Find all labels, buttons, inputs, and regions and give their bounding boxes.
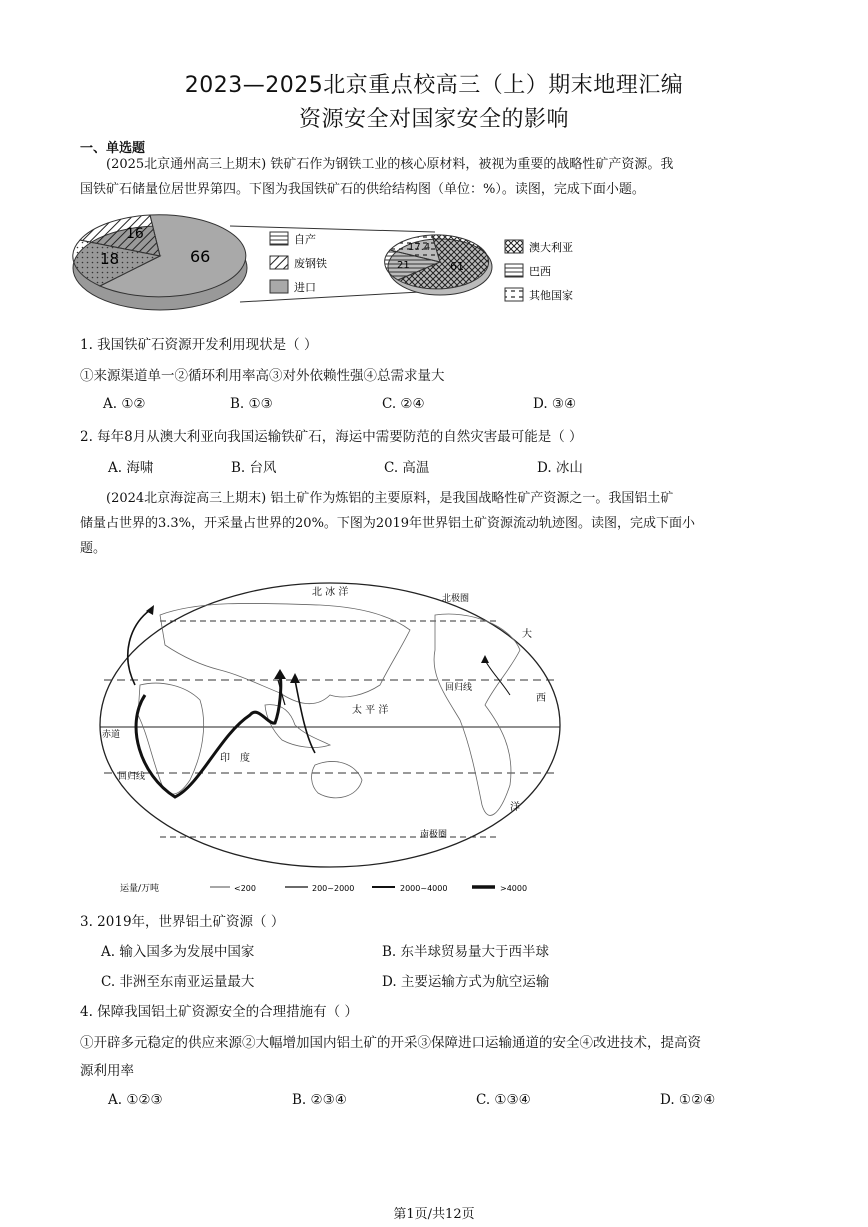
question-4-statement-1: ①开辟多元稳定的供应来源②大幅增加国内铝土矿的开采③保障进口运输通道的安全④改进技术，提高资 (80, 1035, 701, 1051)
q1-option-d: D. ③④ (533, 396, 577, 412)
q3-option-b: B. 东半球贸易量大于西半球 (382, 944, 550, 960)
legend-other: 其他国家 (529, 289, 573, 302)
page-title: 2023—2025北京重点校高三（上）期末地理汇编 (184, 73, 684, 98)
legend-self: 自产 (294, 233, 316, 246)
map-outline (100, 583, 560, 867)
legend-brazil: 巴西 (529, 265, 551, 278)
question-4-statement-2: 源利用率 (80, 1063, 134, 1079)
main-pie-label-scrap: 16 (126, 226, 144, 242)
passage-1-line-2: 国铁矿石储量位居世界第四。下图为我国铁矿石的供给结构图（单位：%）。读图，完成下面小题。 (80, 182, 645, 197)
label-antarctic-circle: 南极圈 (420, 830, 448, 840)
q1-option-c: C. ②④ (382, 396, 425, 412)
q3-option-a: A. 输入国多为发展中国家 (101, 944, 255, 960)
q4-option-d: D. ①②④ (660, 1092, 716, 1108)
label-arctic-ocean: 北 冰 洋 (312, 587, 349, 598)
legend-import: 进口 (294, 281, 316, 294)
page-footer: 第1页/共12页 (393, 1207, 475, 1222)
passage-2 (80, 486, 792, 561)
legend-australia: 澳大利亚 (529, 241, 573, 254)
passage-1-line-1: (2025北京通州高三上期末) 铁矿石作为钢铁工业的核心原材料，被视为重要的战略性矿产资源。我 (106, 157, 674, 172)
label-atlantic-1: 大 (522, 629, 532, 640)
passage-2-line-3: 题。 (80, 541, 107, 556)
q2-option-c: C. 高温 (384, 460, 430, 476)
q2-option-b: B. 台风 (231, 460, 277, 476)
label-tropic-north: 回归线 (445, 683, 473, 693)
page-subtitle: 资源安全对国家安全的影响 (298, 107, 569, 132)
label-atlantic-2: 西 (536, 693, 546, 704)
q4-option-b: B. ②③④ (292, 1092, 347, 1108)
flow-arrow-head-atlantic (146, 605, 154, 615)
sub-pie-label-other: 17.4 (408, 242, 431, 253)
question-2-stem: 2. 每年8月从澳大利亚向我国运输铁矿石，海运中需要防范的自然灾害最可能是（ ） (80, 429, 583, 445)
label-tropic-south: 回归线 (118, 772, 146, 782)
map-legend-3: 2000~4000 (400, 884, 448, 893)
q4-option-a: A. ①②③ (108, 1092, 163, 1108)
legend-scrap: 废钢铁 (294, 257, 327, 270)
label-equator: 赤道 (102, 730, 121, 740)
map-legend-2: 200~2000 (312, 884, 355, 893)
section-title: 一、单选题 (80, 141, 146, 156)
label-pacific-ocean: 太 平 洋 (352, 705, 389, 716)
sub-pie-label-brazil: 21 (397, 260, 410, 271)
map-legend-1: <200 (234, 884, 256, 893)
q3-option-d: D. 主要运输方式为航空运输 (382, 974, 550, 990)
bauxite-flow-map (90, 575, 570, 900)
map-legend-4: >4000 (500, 884, 528, 893)
question-4-stem: 4. 保障我国铝土矿资源安全的合理措施有（ ） (80, 1004, 358, 1020)
q2-option-a: A. 海啸 (108, 460, 154, 476)
question-3-stem: 3. 2019年，世界铝土矿资源（ ） (80, 914, 285, 930)
sub-pie-label-australia: 61 (450, 260, 464, 273)
question-1-stem: 1. 我国铁矿石资源开发利用现状是（ ） (80, 337, 318, 353)
label-indian-2: 度 (240, 753, 250, 764)
iron-ore-supply-chart (70, 210, 610, 320)
q1-option-b: B. ①③ (230, 396, 273, 412)
main-pie-label-self: 18 (100, 250, 120, 268)
main-pie-label-import: 66 (190, 247, 211, 266)
passage-2-line-1: (2024北京海淀高三上期末) 铝土矿作为炼铝的主要原料，是我国战略性矿产资源之一。我国铝土矿 (106, 491, 674, 506)
q4-option-c: C. ①③④ (476, 1092, 531, 1108)
label-atlantic-3: 洋 (510, 802, 520, 813)
map-legend-title: 运量/万吨 (120, 884, 160, 894)
q3-option-c: C. 非洲至东南亚运量最大 (101, 974, 255, 990)
passage-1 (80, 152, 792, 202)
q1-option-a: A. ①② (103, 396, 146, 412)
passage-2-line-2: 储量占世界的3.3%，开采量占世界的20%。下图为2019年世界铝土矿资源流动轨迹图。读图，完成下面小 (80, 516, 696, 531)
q2-option-d: D. 冰山 (537, 460, 583, 476)
label-indian-1: 印 (220, 753, 230, 764)
label-arctic-circle: 北极圈 (442, 594, 470, 604)
question-1-statement: ①来源渠道单一②循环利用率高③对外依赖性强④总需求量大 (80, 368, 445, 384)
